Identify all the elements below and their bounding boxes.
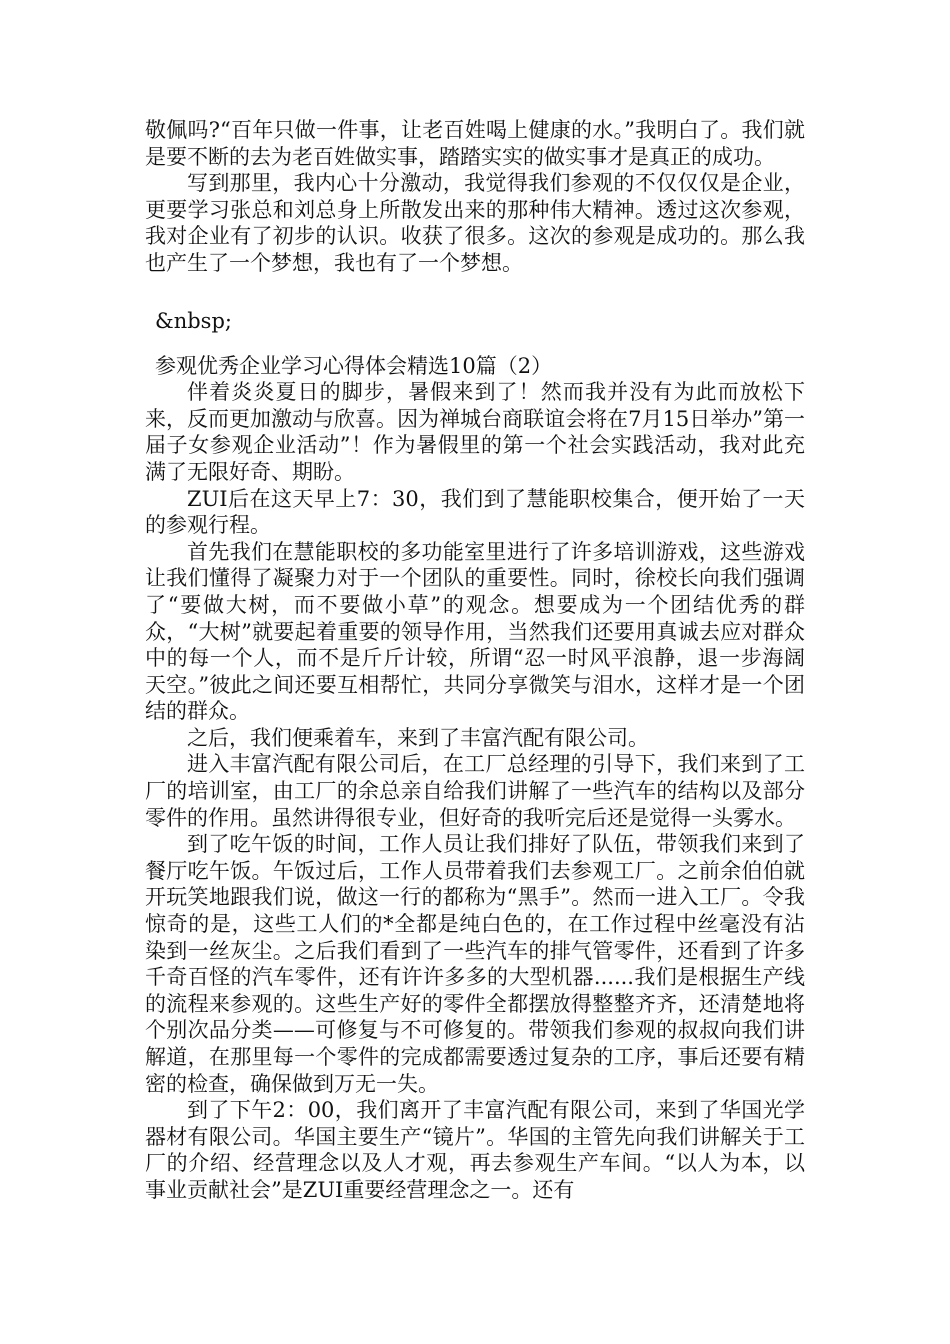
nbsp-text: &nbsp; (155, 308, 232, 333)
paragraph-reflection: 写到那里，我内心十分激动，我觉得我们参观的不仅仅仅是企业，更要学习张总和刘总身上所散发出来的那种伟大精神。透过这次参观，我对企业有了初步的认识。收获了很多。这次的参观是成功的。那么我也产生了一个梦想，我也有了一个梦想。 (145, 171, 805, 275)
document-page (145, 117, 805, 1204)
paragraph-body: 首先我们在慧能职校的多功能室里进行了许多培训游戏，这些游戏让我们懂得了凝聚力对于一个团队的重要性。同时，徐校长向我们强调了“要做大树，而不要做小草”的观念。想要成为一个团结优秀的群众，“大树”就要起着重要的领导作用，当然我们还要用真诚去应对群众中的每一个人，而不是斤斤计较，所谓“忍一时风平浪静，退一步海阔天空。”彼此之间还要互相帮忙，共同分享微笑与泪水，这样才是一个团结的群众。 (145, 539, 805, 724)
section-title: 参观优秀企业学习心得体会精选10篇（2） (155, 353, 553, 378)
blank-line (145, 277, 805, 303)
paragraph-body: 之后，我们便乘着车，来到了丰富汽配有限公司。 (187, 725, 649, 750)
paragraph-body: 伴着炎炎夏日的脚步，暑假来到了！然而我并没有为此而放松下来，反而更加激动与欣喜。因为禅城台商联谊会将在7月15日举办”第一届子女参观企业活动”！作为暑假里的第一个社会实践活动，我对此充满了无限好奇、期盼。 (145, 380, 805, 484)
paragraph-body: ZUI后在这天早上7：30，我们到了慧能职校集合，便开始了一天的参观行程。 (145, 486, 805, 538)
paragraph-body: 到了下午2：00，我们离开了丰富汽配有限公司，来到了华国光学器材有限公司。华国主要生产“镜片”。华国的主管先向我们讲解关于工厂的介绍、经营理念以及人才观，再去参观生产车间。“以人为本，以事业贡献社会”是ZUI重要经营理念之一。还有 (145, 1098, 805, 1202)
blank-line (145, 339, 805, 353)
paragraph-body: 进入丰富汽配有限公司后，在工厂总经理的引导下，我们来到了工厂的培训室，由工厂的余总亲自给我们讲解了一些汽车的结构以及部分零件的作用。虽然讲得很专业，但好奇的我听完后还是觉得一头雾水。 (145, 752, 805, 830)
paragraph-continued: 敬佩吗?“百年只做一件事，让老百姓喝上健康的水。”我明白了。我们就是要不断的去为老百姓做实事，踏踏实实的做实事才是真正的成功。 (145, 118, 805, 169)
paragraph-body: 到了吃午饭的时间，工作人员让我们排好了队伍，带领我们来到了餐厅吃午饭。午饭过后，工作人员带着我们去参观工厂。之前余伯伯就开玩笑地跟我们说，做这一行的都称为“黑手”。然而一进入工厂。令我惊奇的是，这些工人们的*全都是纯白色的，在工作过程中丝毫没有沾染到一丝灰尘。之后我们看到了一些汽车的排气管零件，还看到了许多千奇百怪的汽车零件，还有许许多多的大型机器......我们是根据生产线的流程来参观的。这些生产好的零件全都摆放得整整齐齐，还清楚地将个别次品分类——可修复与不可修复的。带领我们参观的叔叔向我们讲解道，在那里每一个零件的完成都需要透过复杂的工序，事后还要有精密的检查，确保做到万无一失。 (145, 832, 805, 1096)
